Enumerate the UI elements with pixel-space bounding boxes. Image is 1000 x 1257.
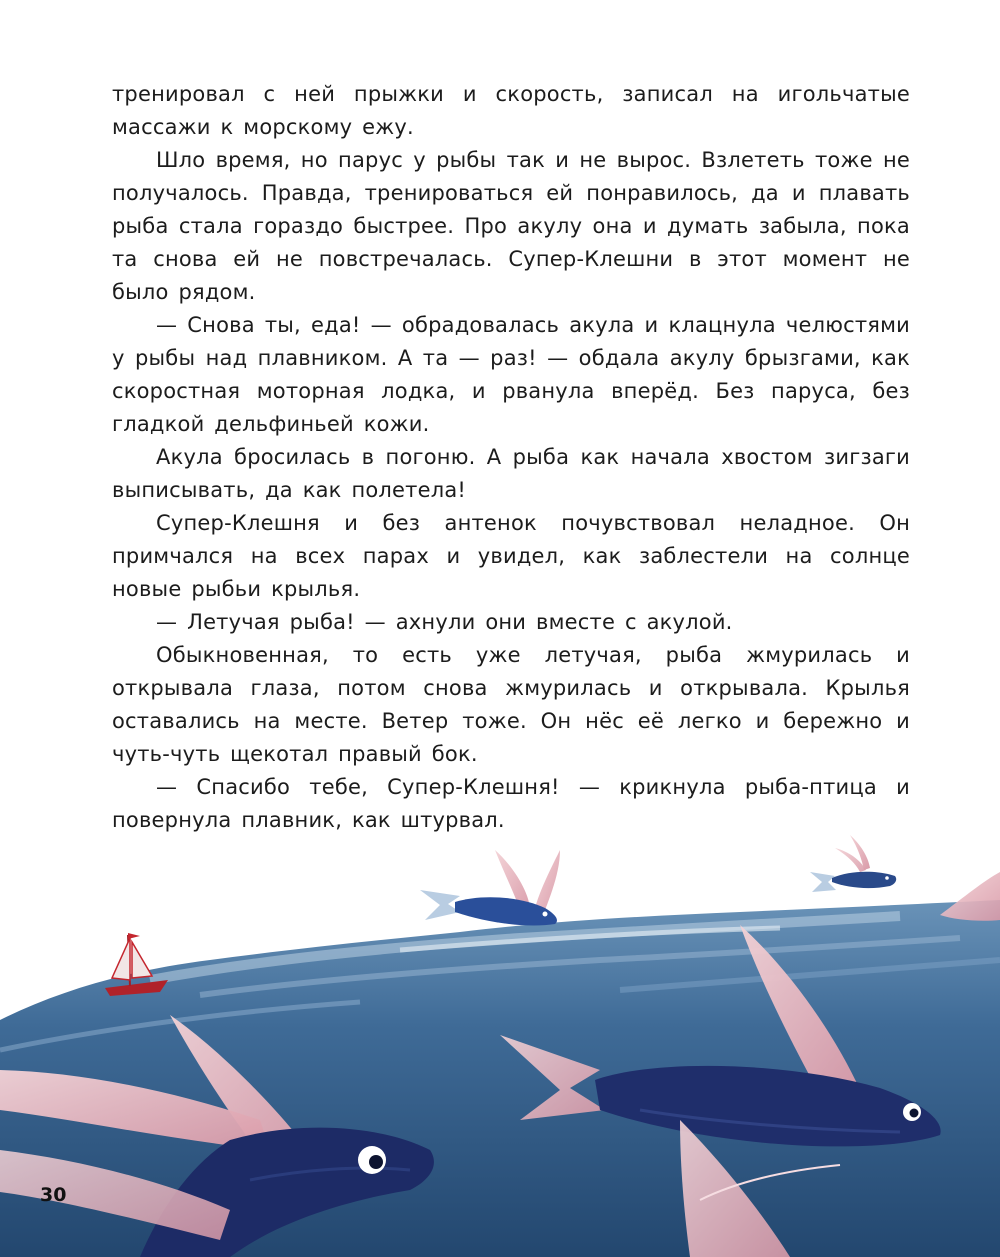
paragraph: — Снова ты, еда! — обрадовалась акула и клацнула челюстями у рыбы над плавником. А та — раз! — обдала акулу брызгами, как скоростная моторная лодка, и рванула вперёд. Без паруса, без гладкой дельфиньей кожи. [112, 313, 910, 436]
flying-fish [420, 850, 560, 926]
flying-fish [810, 835, 896, 892]
paragraph: Обыкновенная, то есть уже летучая, рыба жмурилась и открывала глаза, потом снова жмурилась и открывала. Крылья оставались на месте. Ветер тоже. Он нёс её легко и бережно и чуть-чуть щекотал правый бок. [112, 643, 910, 766]
paragraph: Шло время, но парус у рыбы так и не вырос. Взлететь тоже не получалось. Правда, тренироваться ей понравилось, да и плавать рыба стала гораздо быстрее. Про акулу она и думать забыла, пока та снова ей не повстречалась. Супер-Клешни в этот момент не было рядом. [112, 148, 910, 304]
paragraph: — Спасибо тебе, Супер-Клешня! — крикнула рыба-птица и повернула плавник, как штурвал. [112, 775, 910, 832]
paragraph: Акула бросилась в погоню. А рыба как начала хвостом зигзаги выписывать, да как полетела! [112, 445, 910, 502]
paragraph: — Летучая рыба! — ахнули они вместе с акулой. [156, 610, 733, 634]
page-number: 30 [40, 1184, 67, 1206]
paragraph: тренировал с ней прыжки и скорость, записал на игольчатые массажи к морскому ежу. [112, 82, 910, 139]
paragraph: Супер-Клешня и без антенок почувствовал неладное. Он примчался на всех парах и увидел, как заблестели на солнце новые рыбьи крылья. [112, 511, 910, 601]
story-text [112, 78, 910, 837]
sea-illustration [0, 820, 1000, 1257]
